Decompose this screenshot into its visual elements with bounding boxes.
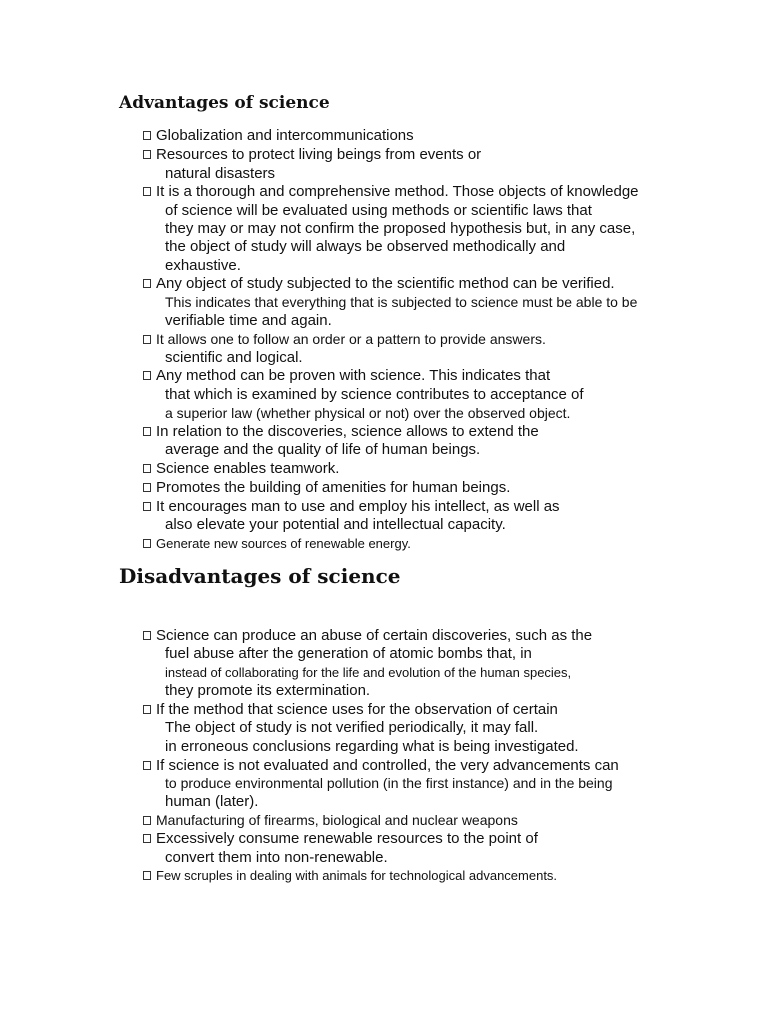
checkbox-glyph-icon [143, 464, 151, 473]
list-item-continuation: The object of study is not verified periodically, it may fall. [165, 719, 539, 736]
list-item-continuation: human (later). [165, 793, 259, 810]
list-item: Promotes the building of amenities for human beings. [143, 479, 510, 496]
list-item: It encourages man to use and employ his intellect, as well as [143, 498, 560, 515]
checkbox-glyph-icon [143, 131, 151, 140]
list-item-continuation: fuel abuse after the generation of atomic bombs that, in [165, 645, 532, 662]
checkbox-glyph-icon [143, 187, 151, 196]
checkbox-glyph-icon [143, 705, 151, 714]
list-item: Excessively consume renewable resources to the point of [143, 830, 538, 847]
list-item: Resources to protect living beings from events or [143, 146, 481, 163]
list-item-continuation: natural disasters [165, 165, 276, 182]
list-item-continuation: verifiable time and again. [165, 312, 332, 329]
list-item: If science is not evaluated and controlled, the very advancements can [143, 757, 619, 774]
checkbox-glyph-icon [143, 761, 151, 770]
list-item-continuation: of science will be evaluated using methods or scientific laws that [165, 202, 592, 219]
list-item: Generate new sources of renewable energy. [143, 536, 411, 551]
list-item-continuation: convert them into non-renewable. [165, 849, 388, 866]
list-item-continuation: scientific and logical. [165, 349, 303, 366]
list-item: Globalization and intercommunications [143, 127, 414, 144]
list-item-continuation: they promote its extermination. [165, 682, 371, 699]
list-item: In relation to the discoveries, science allows to extend the [143, 423, 539, 440]
checkbox-glyph-icon [143, 871, 151, 880]
list-item-continuation: that which is examined by science contributes to acceptance of [165, 386, 584, 403]
list-item-continuation: the object of study will always be observed methodically and [165, 238, 566, 255]
list-item-continuation: This indicates that everything that is subjected to science must be able to be [165, 294, 638, 310]
disadvantages-heading: Disadvantages of science [119, 564, 401, 588]
list-item-continuation: also elevate your potential and intellectual capacity. [165, 516, 506, 533]
list-item: Science enables teamwork. [143, 460, 339, 477]
list-item-continuation: they may or may not confirm the proposed hypothesis but, in any case, [165, 220, 636, 237]
list-item-continuation: exhaustive. [165, 257, 241, 274]
list-item-continuation: a superior law (whether physical or not) over the observed object. [165, 405, 571, 421]
list-item: Few scruples in dealing with animals for technological advancements. [143, 868, 557, 883]
checkbox-glyph-icon [143, 150, 151, 159]
list-item: It allows one to follow an order or a pattern to provide answers. [143, 331, 546, 347]
list-item: Manufacturing of firearms, biological and nuclear weapons [143, 812, 518, 828]
advantages-heading: Advantages of science [119, 93, 330, 113]
list-item-continuation: instead of collaborating for the life and evolution of the human species, [165, 665, 572, 680]
checkbox-glyph-icon [143, 279, 151, 288]
list-item: If the method that science uses for the observation of certain [143, 701, 558, 718]
list-item: Any object of study subjected to the scientific method can be verified. [143, 275, 615, 292]
checkbox-glyph-icon [143, 816, 151, 825]
checkbox-glyph-icon [143, 427, 151, 436]
checkbox-glyph-icon [143, 371, 151, 380]
list-item-continuation: in erroneous conclusions regarding what is being investigated. [165, 738, 579, 755]
list-item-continuation: average and the quality of life of human beings. [165, 441, 481, 458]
list-item: Any method can be proven with science. This indicates that [143, 367, 550, 384]
checkbox-glyph-icon [143, 483, 151, 492]
list-item: It is a thorough and comprehensive method. Those objects of knowledge [143, 183, 639, 200]
checkbox-glyph-icon [143, 631, 151, 640]
checkbox-glyph-icon [143, 834, 151, 843]
list-item: Science can produce an abuse of certain discoveries, such as the [143, 627, 592, 644]
checkbox-glyph-icon [143, 539, 151, 548]
list-item-continuation: to produce environmental pollution (in the first instance) and in the being [165, 775, 613, 791]
checkbox-glyph-icon [143, 335, 151, 344]
checkbox-glyph-icon [143, 502, 151, 511]
